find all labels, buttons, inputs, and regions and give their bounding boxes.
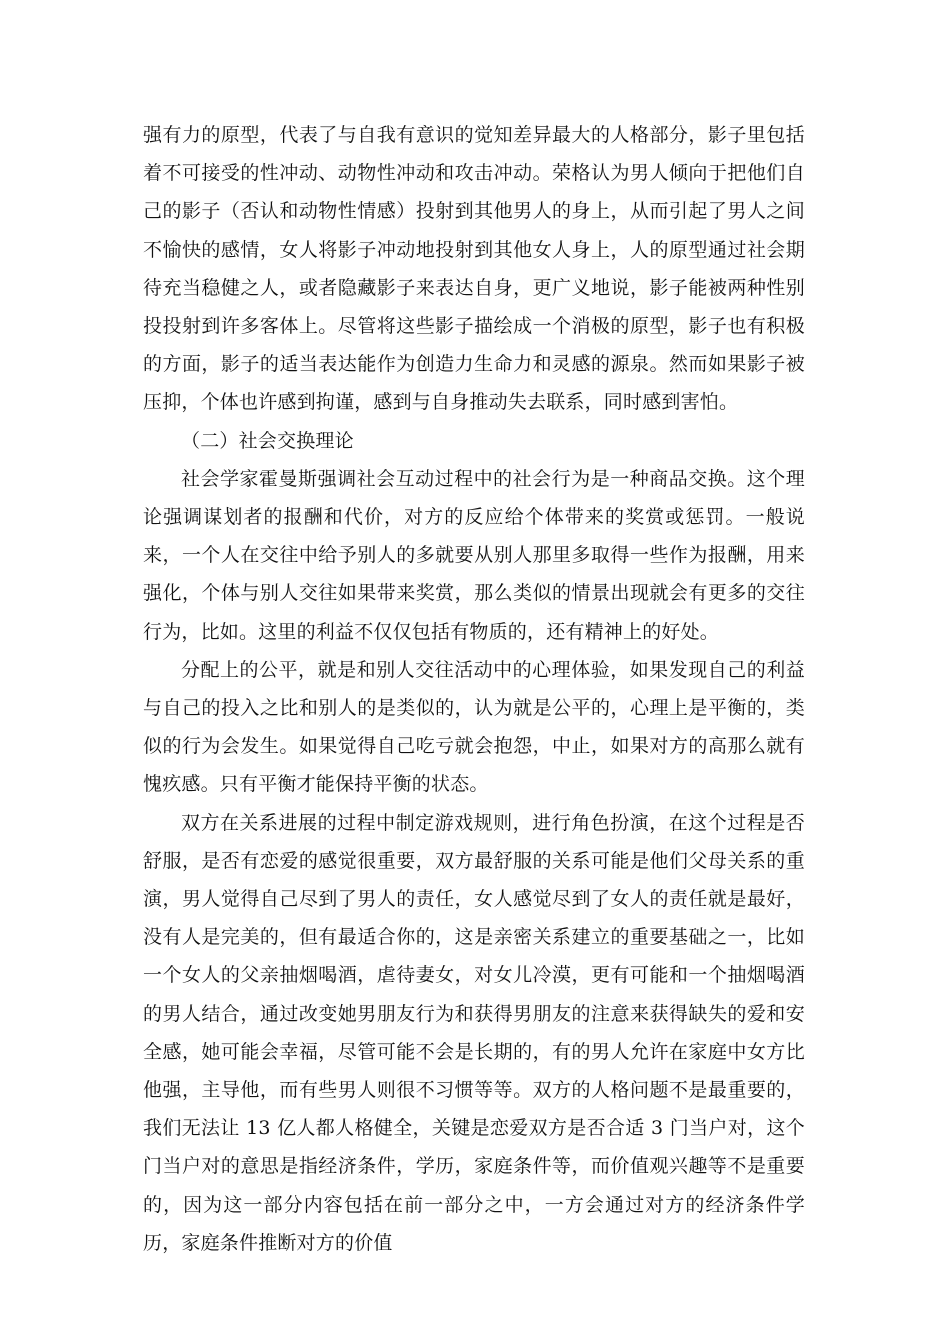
section-heading-social-exchange: （二）社会交换理论 (181, 429, 354, 452)
paragraph-shadow-archetype: 强有力的原型，代表了与自我有意识的觉知差异最大的人格部分，影子里包括着不可接受的性冲动、动物性冲动和攻击冲动。荣格认为男人倾向于把他们自己的影子（否认和动物性情感）投射到其他男人的身上，从而引起了男人之间不愉快的感情，女人将影子冲动地投射到其他女人身上，人的原型通过社会期待充当稳健之人，或者隐藏影子来表达自身，更广义地说，影子能被两种性别投投射到许多客体上。尽管将这些影子描绘成一个消极的原型，影子也有积极的方面，影子的适当表达能作为创造力生命力和灵感的源泉。然而如果影子被压抑，个体也许感到拘谨，感到与自身推动失去联系，同时感到害怕。 (143, 124, 805, 414)
document-page (143, 116, 805, 1262)
paragraph-social-exchange: 社会学家霍曼斯强调社会互动过程中的社会行为是一种商品交换。这个理论强调谋划者的报酬和代价，对方的反应给个体带来的奖赏或惩罚。一般说来，一个人在交往中给予别人的多就要从别人那里多取得一些作为报酬，用来强化，个体与别人交往如果带来奖赏，那么类似的情景出现就会有更多的交往行为，比如。这里的利益不仅仅包括有物质的，还有精神上的好处。 (143, 467, 805, 643)
paragraph-relationship-rules: 双方在关系进展的过程中制定游戏规则，进行角色扮演，在这个过程是否舒服，是否有恋爱的感觉很重要，双方最舒服的关系可能是他们父母关系的重演，男人觉得自己尽到了男人的责任，女人感觉尽到了女人的责任就是最好，没有人是完美的，但有最适合你的，这是亲密关系建立的重要基础之一，比如一个女人的父亲抽烟喝酒，虐待妻女，对女儿冷漠，更有可能和一个抽烟喝酒的男人结合，通过改变她男朋友行为和获得男朋友的注意来获得缺失的爱和安全感，她可能会幸福，尽管可能不会是长期的，有的男人允许在家庭中女方比他强，主导他，而有些男人则很不习惯等等。双方的人格问题不是最重要的，我们无法让 13 亿人都人格健全，关键是恋爱双方是否合适 3 门当户对，这个门当户对的意思是指经济条件，学历，家庭条件等，而价值观兴趣等不是重要的，因为这一部分内容包括在前一部分之中，一方会通过对方的经济条件学历，家庭条件推断对方的价值 (143, 811, 805, 1254)
paragraph-fair-distribution: 分配上的公平，就是和别人交往活动中的心理体验，如果发现自己的利益与自己的投入之比和别人的是类似的，认为就是公平的，心理上是平衡的，类似的行为会发生。如果觉得自己吃亏就会抱怨，中止，如果对方的高那么就有愧疚感。只有平衡才能保持平衡的状态。 (143, 658, 805, 796)
